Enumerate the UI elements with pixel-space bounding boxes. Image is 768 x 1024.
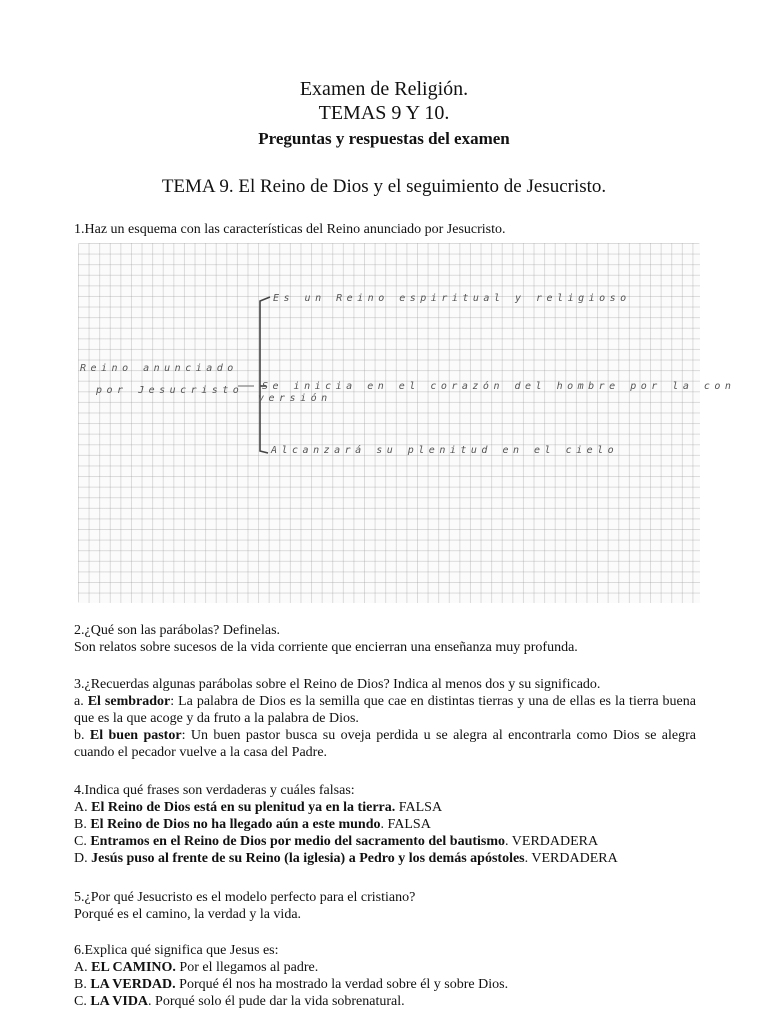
handwritten-branch-2b: versión bbox=[258, 393, 332, 404]
handwritten-left-2: por Jesucristo bbox=[96, 385, 244, 396]
answer-3a-text: : La palabra de Dios es la semilla que cae en distintas tierras y una de ellas es la tierra buena que es la que acoge y da fruto a la palabra de Dios. bbox=[74, 694, 696, 726]
answer-3b bbox=[74, 727, 696, 761]
question-6: 6.Explica qué significa que Jesus es: bbox=[74, 943, 279, 958]
answer-4a-verdict: FALSA bbox=[395, 800, 443, 815]
question-3-block bbox=[74, 676, 696, 761]
exam-subtitle: Preguntas y respuestas del examen bbox=[258, 129, 510, 148]
answer-3b-text: : Un buen pastor busca su oveja perdida u se alegra al encontrarla como Dios se alegra cuando el pecador vuelve a la casa del Padre. bbox=[74, 728, 697, 760]
answer-4b-verdict: . FALSA bbox=[380, 817, 431, 832]
exam-title: Examen de Religión. bbox=[299, 78, 469, 100]
handwritten-scheme-image bbox=[78, 243, 736, 603]
answer-4c-statement: Entramos en el Reino de Dios por medio del sacramento del bautismo bbox=[90, 834, 506, 849]
handwritten-left-1: Reino anunciado bbox=[80, 363, 238, 374]
answer-6b-text: Porqué él nos ha mostrado la verdad sobre él y sobre Dios. bbox=[175, 977, 509, 992]
question-4: 4.Indica qué frases son verdaderas y cuáles falsas: bbox=[74, 783, 355, 798]
handwritten-branch-3: Alcanzará su plenitud en el cielo bbox=[271, 445, 619, 456]
question-4-block bbox=[74, 782, 696, 867]
answer-4a-prefix: A. bbox=[74, 800, 88, 815]
answer-4b-statement: El Reino de Dios no ha llegado aún a este mundo bbox=[90, 817, 381, 832]
answer-6a-text: Por el llegamos al padre. bbox=[175, 960, 319, 975]
answer-6c-text: . Porqué solo él pude dar la vida sobrenatural. bbox=[148, 994, 405, 1009]
question-2-block bbox=[74, 622, 696, 656]
answer-3a bbox=[74, 693, 696, 727]
question-3: 3.¿Recuerdas algunas parábolas sobre el Reino de Dios? Indica al menos dos y su significado. bbox=[74, 677, 601, 692]
answer-4d bbox=[74, 850, 696, 867]
answer-2: Son relatos sobre sucesos de la vida corriente que encierran una enseñanza muy profunda. bbox=[74, 640, 578, 655]
tema-heading: TEMA 9. El Reino de Dios y el seguimiento de Jesucristo. bbox=[161, 176, 607, 197]
answer-4d-statement: Jesús puso al frente de su Reino (la iglesia) a Pedro y los demás apóstoles bbox=[91, 851, 525, 866]
answer-4d-verdict: . VERDADERA bbox=[524, 851, 618, 866]
answer-6c bbox=[74, 993, 696, 1010]
question-1: 1.Haz un esquema con las características del Reino anunciado por Jesucristo. bbox=[74, 222, 506, 237]
question-6-block bbox=[74, 942, 696, 1010]
question-2: 2.¿Qué son las parábolas? Definelas. bbox=[74, 623, 281, 638]
answer-6a bbox=[74, 959, 696, 976]
handwritten-branch-1: Es un Reino espiritual y religioso bbox=[273, 293, 631, 304]
answer-4c-verdict: . VERDADERA bbox=[505, 834, 599, 849]
answer-5: Porqué es el camino, la verdad y la vida. bbox=[74, 907, 302, 922]
answer-6c-prefix: C. bbox=[74, 994, 87, 1009]
answer-3b-title: El buen pastor bbox=[89, 728, 182, 743]
answer-3b-prefix: b. bbox=[74, 728, 85, 743]
answer-4c bbox=[74, 833, 696, 850]
question-5: 5.¿Por qué Jesucristo es el modelo perfecto para el cristiano? bbox=[74, 890, 416, 905]
handwritten-branch-2a: Se inicia en el corazón del hombre por la con bbox=[262, 381, 736, 392]
exam-topics: TEMAS 9 Y 10. bbox=[318, 102, 450, 124]
answer-6b bbox=[74, 976, 696, 993]
answer-6c-term: LA VIDA bbox=[90, 994, 149, 1009]
answer-4b-prefix: B. bbox=[74, 817, 87, 832]
answer-4b bbox=[74, 816, 696, 833]
answer-6a-term: EL CAMINO. bbox=[91, 960, 176, 975]
question-5-block bbox=[74, 889, 696, 923]
answer-6b-prefix: B. bbox=[74, 977, 87, 992]
answer-4c-prefix: C. bbox=[74, 834, 87, 849]
answer-3a-title: El sembrador bbox=[87, 694, 171, 709]
answer-6a-prefix: A. bbox=[74, 960, 88, 975]
answer-4a-statement: El Reino de Dios está en su plenitud ya en la tierra. bbox=[91, 800, 396, 815]
answer-6b-term: LA VERDAD. bbox=[90, 977, 176, 992]
answer-3a-prefix: a. bbox=[74, 694, 84, 709]
answer-4d-prefix: D. bbox=[74, 851, 88, 866]
answer-4a bbox=[74, 799, 696, 816]
